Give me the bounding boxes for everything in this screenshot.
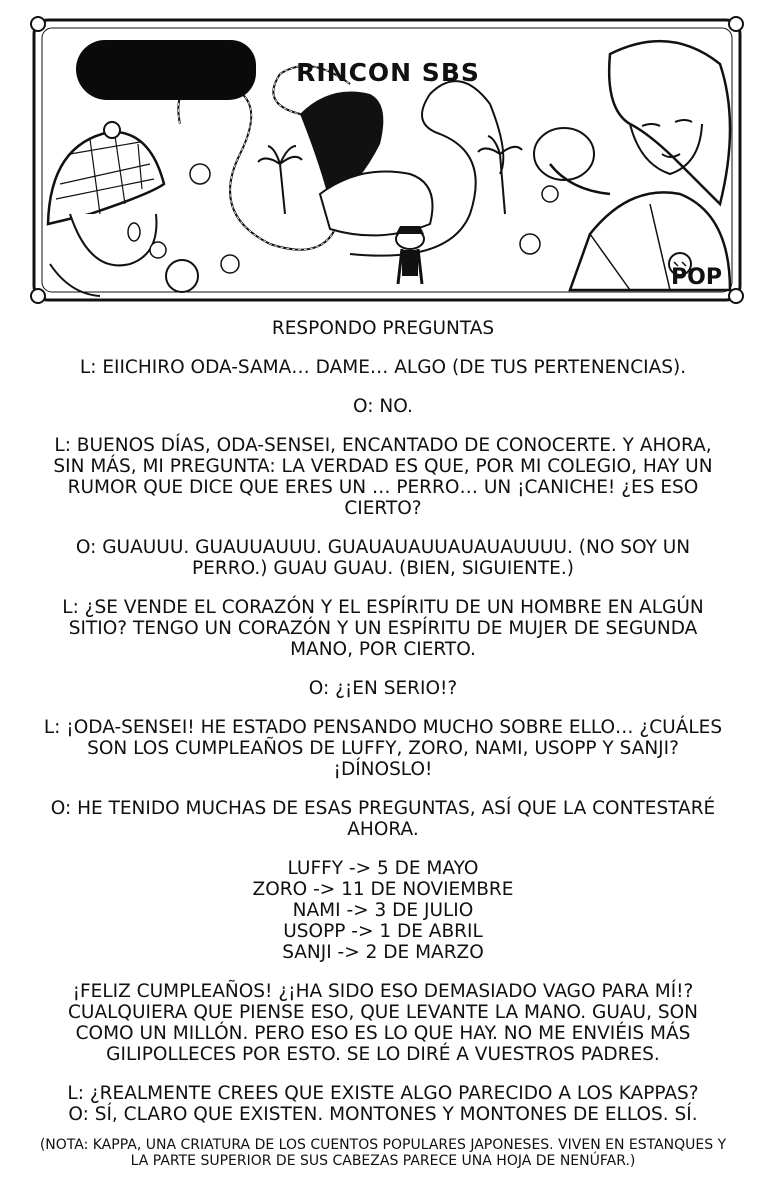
marine-figure-icon — [396, 226, 424, 284]
answer-5: O: SÍ, CLARO QUE EXISTEN. MONTONES Y MONTONES DE ELLOS. SÍ. — [68, 1104, 698, 1125]
question-5: L: ¿REALMENTE CREES QUE EXISTE ALGO PARECIDO A LOS KAPPAS? — [67, 1083, 699, 1104]
page-title: RINCON SBS — [296, 58, 480, 87]
qa-content — [38, 318, 728, 1169]
answer-1: O: NO. — [353, 396, 413, 417]
pop-logo-text: POP — [671, 265, 722, 290]
question-3: L: ¿SE VENDE EL CORAZÓN Y EL ESPÍRITU DE UN HOMBRE EN ALGÚN SITIO? TENGO UN CORAZÓN Y UN ESPÍRITU DE MUJER DE SEGUNDA MANO, POR CIERTO. — [62, 597, 704, 660]
intro-heading: RESPONDO PREGUNTAS — [271, 318, 495, 339]
birthday-item: SANJI -> 2 DE MARZO — [282, 942, 484, 963]
birthday-item: ZORO -> 11 DE NOVIEMBRE — [252, 879, 514, 900]
answer-4: O: HE TENIDO MUCHAS DE ESAS PREGUNTAS, ASÍ QUE LA CONTESTARÉ AHORA. — [50, 798, 716, 840]
beanie-character-icon — [48, 122, 198, 296]
answer-2: O: GUAUUU. GUAUUAUUU. GUAUAUAUUAUAUAUUUU. (NO SOY UN PERRO.) GUAU GUAU. (BIEN, SIGUIENTE.) — [75, 537, 691, 579]
question-4: L: ¡ODA-SENSEI! HE ESTADO PENSANDO MUCHO SOBRE ELLO… ¿CUÁLES SON LOS CUMPLEAÑOS DE LUFFY, ZORO, NAMI, USOPP Y SANJI? ¡DÍNOSLO! — [43, 717, 723, 780]
header-illustration — [30, 14, 746, 310]
birthday-list — [38, 858, 728, 963]
question-1: L: EIICHIRO ODA-SAMA… DAME… ALGO (DE TUS PERTENENCIAS). — [79, 357, 687, 378]
closing-remark: ¡FELIZ CUMPLEAÑOS! ¿¡HA SIDO ESO DEMASIADO VAGO PARA MÍ!? CUALQUIERA QUE PIENSE ESO, QUE LEVANTE LA MANO. GUAU, SON COMO UN MILLÓN. PERO ESO ES LO QUE HAY. NO ME ENVIÉIS MÁS GILIPOLLECES POR ESTO. SE LO DIRÉ A VUESTROS PADRES. — [68, 981, 698, 1065]
birthday-item: NAMI -> 3 DE JULIO — [292, 900, 474, 921]
footnote: (NOTA: KAPPA, UNA CRIATURA DE LOS CUENTOS POPULARES JAPONESES. VIVEN EN ESTANQUES Y LA PARTE SUPERIOR DE SUS CABEZAS PARECE UNA HOJA DE NENÚFAR.) — [39, 1137, 727, 1169]
answer-3: O: ¿¡EN SERIO!? — [308, 678, 458, 699]
birthday-item: LUFFY -> 5 DE MAYO — [287, 858, 479, 879]
question-2: L: BUENOS DÍAS, ODA-SENSEI, ENCANTADO DE CONOCERTE. Y AHORA, SIN MÁS, MI PREGUNTA: LA VERDAD ES QUE, POR MI COLEGIO, HAY UN RUMOR QUE DICE QUE ERES UN … PERRO… UN ¡CANICHE! ¿ES ESO CIERTO? — [53, 435, 713, 519]
birthday-item: USOPP -> 1 DE ABRIL — [283, 921, 483, 942]
